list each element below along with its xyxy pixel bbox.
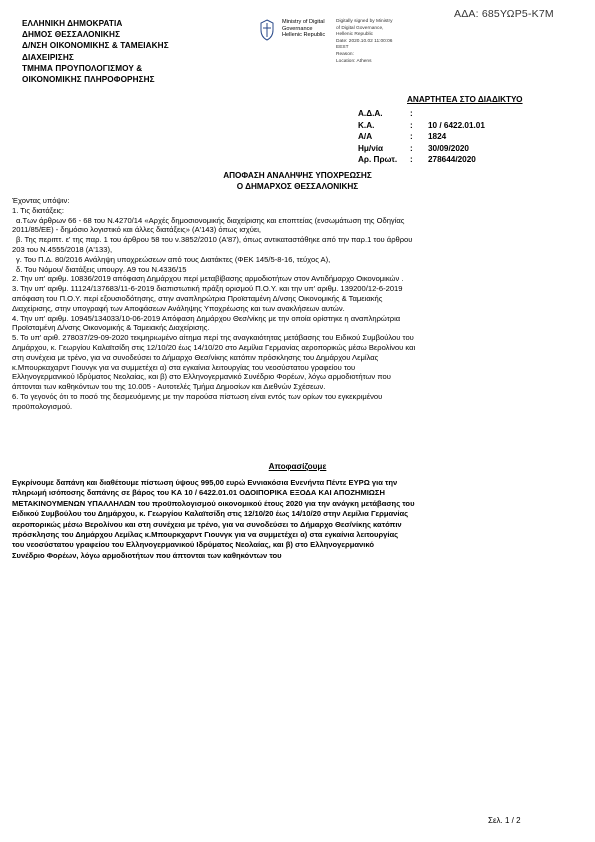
metadata-value: 10 / 6422.01.01: [428, 120, 485, 130]
metadata-row: [358, 108, 485, 120]
metadata-value: 278644/2020: [428, 155, 476, 165]
metadata-row: [358, 154, 485, 166]
body-line: 203 του Ν.4555/2018 (Α'133),: [12, 244, 113, 254]
body-line: άπτονται των καθηκόντων του της 10.005 - Αυτοτελές Τμήμα Δημοσίων και Διεθνών Σχέσεων.: [12, 382, 326, 392]
body-line: Διαχείρισης, στην υπογραφή των Αποφάσεων Ανάληψης Υποχρέωσης και των ανακλήσεων αυτών.: [12, 303, 345, 313]
org-line: ΕΛΛΗΝΙΚΗ ΔΗΜΟΚΡΑΤΙΑ: [22, 19, 123, 28]
body-line: 2011/85/ΕΕ) - δημόσιο λογιστικό και άλλες διατάξεις» (Α'143) όπως ισχύει,: [12, 225, 262, 235]
page-number: Σελ. 1 / 2: [488, 816, 521, 825]
decision-line: πρόσκλησης του Δημάρχου Λεμίλας κ.Μπουρκχαρντ Γιουνγκ για να συμμετέχει α) στα εγκαίνια λειτουργίας: [12, 530, 399, 540]
issuer-header: [22, 18, 169, 85]
signature-stamp-line: of Digital Governance,: [336, 25, 384, 31]
decision-line: του νεοσύστατου γραφείου του Ελληνογερμανικού Ιδρύματος Νεολαίας, και β) στο Ελληνογερμανικό: [12, 540, 374, 550]
body-line: Δημάρχου, κ. Γεωργίου Καλαϊτσίδη στις 12/10/20 έως 14/10/20 στο Αεμίλια Γερμανίας αεροπορικώς μέσω Βερολίνου και: [12, 342, 416, 352]
body-line: δ. Του Νόμου/ διατάξεις υπουργ. Α9 του Ν.4336/15: [16, 264, 187, 274]
metadata-separator: :: [410, 155, 413, 165]
metadata-row: [358, 143, 485, 155]
metadata-label: Ημ/νία: [358, 143, 384, 153]
ada-code: ΑΔΑ: 685ΥΩΡ5-Κ7Μ: [454, 8, 554, 20]
signature-stamp-line: Location: Athens: [336, 58, 372, 64]
decision-line: Συνέδριο Φορέων, λόγω αρμοδιοτήτων που άπτονται των καθηκόντων του: [12, 550, 282, 560]
signature-stamp-line: Hellenic Republic: [336, 32, 374, 38]
org-line: ΟΙΚΟΝΟΜΙΚΗΣ ΠΛΗΡΟΦΟΡΗΣΗΣ: [22, 75, 155, 85]
body-line: 1. Τις διατάξεις:: [12, 205, 64, 215]
signature-issuer-line: Hellenic Republic: [282, 32, 326, 39]
org-line: ΔΗΜΟΣ ΘΕΣΣΑΛΟΝΙΚΗΣ: [22, 30, 121, 40]
document-metadata: [358, 108, 485, 166]
body-line: Έχοντας υπόψιν:: [12, 196, 70, 205]
body-line: 3. Την υπ' αριθμ. 11124/137683/11-6-2019 διαπιστωτική πράξη ορισμού Π.Ο.Υ. και την υπ' αριθμ. 139200/12-6-2019: [12, 284, 403, 294]
body-line: β. Της περιπτ. ε' της παρ. 1 του άρθρου 58 του ν.3852/2010 (Α'87), όπως αντικαταστάθηκε από την παρ.1 του άρθρου: [16, 235, 413, 245]
signature-stamp-line: Reason:: [336, 51, 354, 57]
metadata-separator: :: [410, 120, 413, 130]
body-line: γ. Του Π.Δ. 80/2016 Ανάληψη υποχρεώσεων από τους Διατάκτες (ΦΕΚ 145/5-8-16, τεύχος Α),: [16, 254, 331, 264]
metadata-label: Κ.Α.: [358, 120, 375, 130]
metadata-label: Αρ. Πρωτ.: [358, 155, 398, 165]
body-line: 2. Την υπ' αριθμ. 10836/2019 απόφαση Δημάρχου περί μεταβίβασης αρμοδιοτήτων στον Αντιδήμαρχο Οικονομικών .: [12, 274, 404, 284]
body-line: 4. Την υπ' αριθμ. 10945/134033/10-06-2019 Απόφαση Δημάρχου Θεσ/νίκης με την οποία ορίστηκε η αναπληρώτρια: [12, 313, 401, 323]
decision-text: [12, 478, 577, 561]
metadata-value: 1824: [428, 132, 447, 142]
body-line: κ.Μπουρκαχαρντ Γιουνγκ για να συμμετέχει α) στα εγκαίνια λειτουργίας του νεοσύστατου γραφείου του: [12, 362, 356, 372]
metadata-label: Α.Δ.Α.: [358, 109, 383, 118]
body-line: απόφαση του Π.Ο.Υ. περί εξουσιοδότησης, στην αναπληρώτρια Προϊσταμένη Δ/νσης Οικονομικής & Ταμειακής: [12, 293, 383, 303]
government-emblem-icon: [260, 19, 274, 41]
publication-notice: ΑΝΑΡΤΗΤΕΑ ΣΤΟ ΔΙΑΔΙΚΤΥΟ: [407, 95, 523, 104]
decision-line: Εγκρίνουμε δαπάνη και διαθέτουμε πίστωση ύψους 995,00 ευρώ Εννιακόσια Ενενήντα Πέντε ΕΥΡΩ για την: [12, 478, 398, 487]
decision-line: ΜΕΤΑΚΙΝΟΥΜΕΝΩΝ ΥΠΑΛΛΗΛΩΝ του προϋπολογισμού οικονομικού έτους 2020 για την ανάγκη μετάβασης του: [12, 498, 415, 508]
body-line: προϋπολογισμού.: [12, 401, 73, 411]
metadata-row: [358, 120, 485, 132]
decision-subtitle: Ο ΔΗΜΑΡΧΟΣ ΘΕΣΣΑΛΟΝΙΚΗΣ: [236, 182, 359, 191]
body-line: Ελληνογερμανικού Ιδρύματος Νεολαίας, και β) στο Ελληνογερμανικό Συνέδριο Φορέων, λόγω αρμοδιοτήτων που: [12, 372, 391, 382]
org-line: ΤΜΗΜΑ ΠΡΟΥΠΟΛΟΓΙΣΜΟΥ &: [22, 63, 143, 73]
body-line: α.Των άρθρων 66 - 68 του Ν.4270/14 «Αρχές δημοσιονομικής διαχείρισης και εποπτείας (ενσωμάτωση της Οδηγίας: [16, 215, 405, 225]
metadata-label: Α/Α: [358, 132, 373, 142]
org-line: ΔΙΑΧΕΙΡΙΣΗΣ: [22, 52, 74, 62]
decision-line: πληρωμή ισόποσης δαπάνης σε βάρος του ΚΑ 10 / 6422.01.01 ΟΔΟΙΠΟΡΙΚΑ ΕΞΟΔΑ ΚΑΙ ΑΠΟΖΗΜΙΩΣΗ: [12, 488, 385, 498]
signature-issuer-line: Ministry of Digital: [282, 19, 325, 25]
decision-title: ΑΠΟΦΑΣΗ ΑΝΑΛΗΨΗΣ ΥΠΟΧΡΕΩΣΗΣ: [223, 171, 372, 180]
decision-line: αεροπορικώς μέσω Βερολίνου και στη συνέχεια με τρένο, για να συνοδεύσει το Δήμαρχο Θεσ/νίκης κατόπιν: [12, 519, 402, 529]
signature-stamp-line: Digitally signed by Ministry: [336, 19, 393, 24]
signature-stamp-line: EEST: [336, 45, 349, 51]
body-line: 5. Το υπ' αριθ. 278037/29-09-2020 τεκμηριωμένο αίτημα περί της αναγκαιότητας μετάβασης του Ειδικού Συμβούλου του: [12, 333, 414, 343]
metadata-separator: :: [410, 109, 413, 118]
decision-heading: Αποφασίζουμε: [268, 462, 327, 471]
metadata-separator: :: [410, 132, 413, 142]
body-line: 6. Το γεγονός ότι το ποσό της δεσμευόμενης με την παρούσα πίστωση είναι εντός των ορίων του εγκεκριμένου: [12, 391, 383, 401]
body-line: στη συνέχεια με τρένο, για να συνοδεύσει το Δήμαρχο Θεσ/νίκης κατόπιν πρόσκλησης του Δημάρχου Λεμίλας: [12, 352, 379, 362]
body-line: Προϊσταμένη Δ/νσης Οικονομικής & Ταμειακής Διαχείρισης.: [12, 323, 210, 333]
org-line: Δ/ΝΣΗ ΟΙΚΟΝΟΜΙΚΗΣ & ΤΑΜΕΙΑΚΗΣ: [22, 41, 169, 51]
metadata-value: 30/09/2020: [428, 143, 469, 153]
signature-issuer-line: Governance: [282, 25, 313, 32]
metadata-separator: :: [410, 143, 413, 153]
considerations-text: [12, 196, 577, 412]
metadata-row: [358, 131, 485, 143]
signature-stamp-line: Date: 2020.10.02 11:00:06: [336, 38, 393, 44]
digital-signature-stamp: [336, 19, 393, 65]
decision-line: Ειδικού Συμβούλου του Δημάρχου, κ. Γεωργίου Καλαϊτσίδη στις 12/10/20 έως 14/10/20 στην Λεμίλια Γερμανίας: [12, 509, 409, 519]
signature-issuer: [282, 19, 325, 39]
